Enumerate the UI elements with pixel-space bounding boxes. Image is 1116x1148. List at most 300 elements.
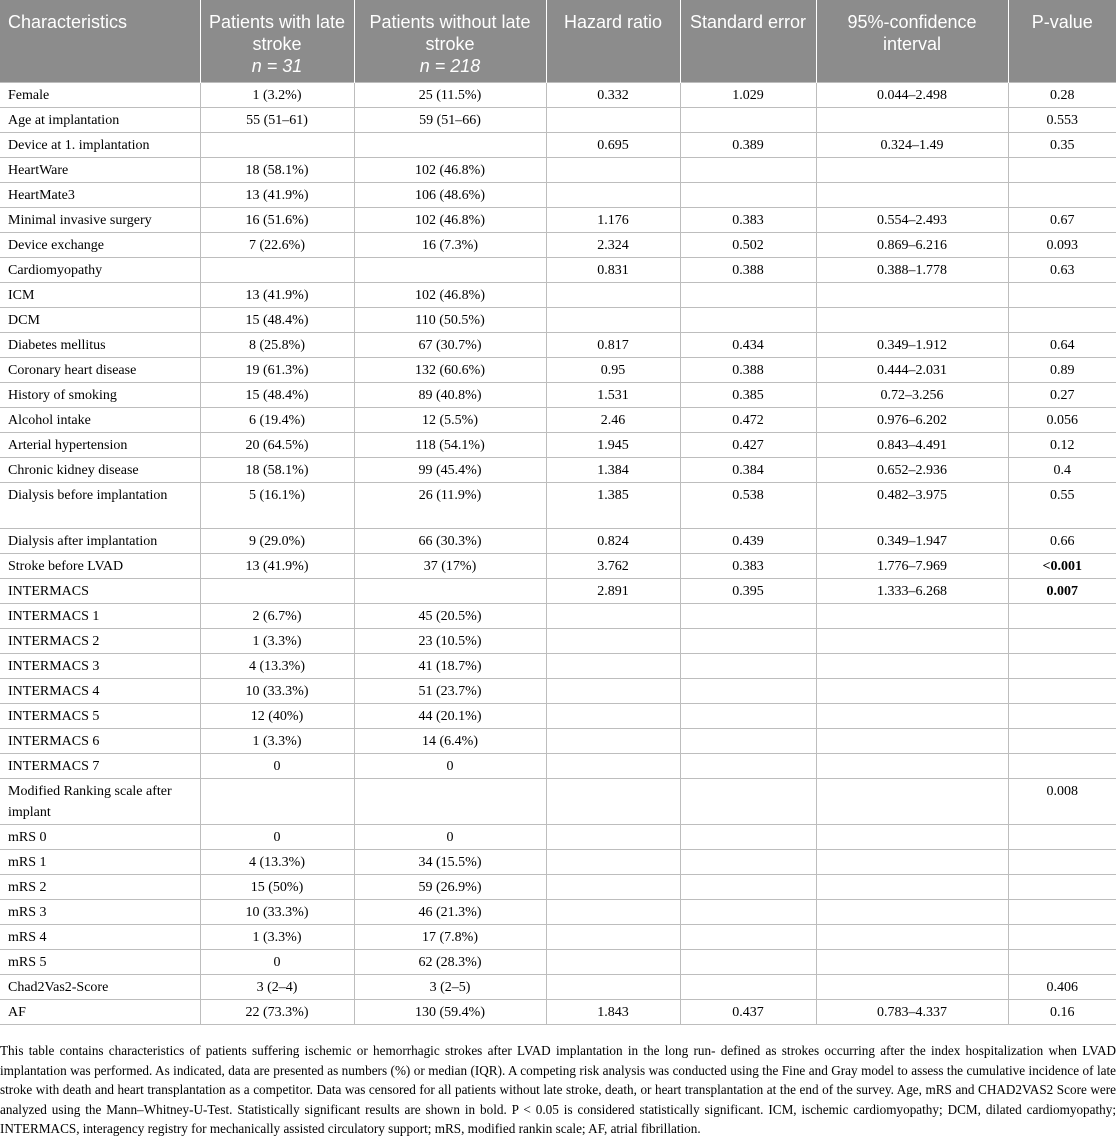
table-body: [0, 83, 1116, 1025]
header-confidence-interval: 95%-confidence interval: [816, 0, 1008, 83]
cell-without-late-stroke: 45 (20.5%): [354, 604, 546, 629]
cell-characteristic: mRS 0: [0, 825, 200, 850]
cell-without-late-stroke: 26 (11.9%): [354, 483, 546, 529]
cell-hazard-ratio: 2.324: [546, 233, 680, 258]
cell-standard-error: [680, 283, 816, 308]
cell-without-late-stroke: 130 (59.4%): [354, 1000, 546, 1025]
cell-standard-error: [680, 654, 816, 679]
header-with-late-stroke: Patients with late stroke n = 31: [200, 0, 354, 83]
cell-characteristic: INTERMACS: [0, 579, 200, 604]
cell-p-value: [1008, 283, 1116, 308]
cell-confidence-interval: [816, 308, 1008, 333]
cell-p-value: [1008, 308, 1116, 333]
cell-characteristic: INTERMACS 3: [0, 654, 200, 679]
cell-hazard-ratio: [546, 629, 680, 654]
table-row: [0, 108, 1116, 133]
table-row: [0, 729, 1116, 754]
table-row: [0, 483, 1116, 529]
cell-hazard-ratio: 1.176: [546, 208, 680, 233]
table-row: [0, 333, 1116, 358]
table-row: [0, 850, 1116, 875]
cell-characteristic: Chad2Vas2-Score: [0, 975, 200, 1000]
cell-with-late-stroke: 20 (64.5%): [200, 433, 354, 458]
table-row: [0, 183, 1116, 208]
cell-standard-error: 0.383: [680, 208, 816, 233]
cell-hazard-ratio: [546, 679, 680, 704]
cell-hazard-ratio: 3.762: [546, 554, 680, 579]
cell-hazard-ratio: [546, 604, 680, 629]
cell-with-late-stroke: 3 (2–4): [200, 975, 354, 1000]
cell-p-value: 0.63: [1008, 258, 1116, 283]
cell-characteristic: INTERMACS 4: [0, 679, 200, 704]
table-row: [0, 1000, 1116, 1025]
cell-confidence-interval: [816, 825, 1008, 850]
cell-p-value: 0.67: [1008, 208, 1116, 233]
cell-standard-error: 0.472: [680, 408, 816, 433]
cell-confidence-interval: [816, 604, 1008, 629]
table-row: [0, 629, 1116, 654]
cell-confidence-interval: [816, 950, 1008, 975]
cell-hazard-ratio: 1.385: [546, 483, 680, 529]
table-row: [0, 925, 1116, 950]
cell-characteristic: mRS 4: [0, 925, 200, 950]
cell-p-value: [1008, 158, 1116, 183]
cell-characteristic: Dialysis after implantation: [0, 529, 200, 554]
header-without-late-stroke: Patients without late stroke n = 218: [354, 0, 546, 83]
cell-confidence-interval: 1.333–6.268: [816, 579, 1008, 604]
cell-p-value: [1008, 679, 1116, 704]
cell-with-late-stroke: 22 (73.3%): [200, 1000, 354, 1025]
cell-characteristic: AF: [0, 1000, 200, 1025]
cell-with-late-stroke: 4 (13.3%): [200, 850, 354, 875]
cell-standard-error: [680, 825, 816, 850]
cell-with-late-stroke: 18 (58.1%): [200, 458, 354, 483]
cell-characteristic: Female: [0, 83, 200, 108]
cell-with-late-stroke: 9 (29.0%): [200, 529, 354, 554]
cell-confidence-interval: [816, 850, 1008, 875]
cell-p-value: 0.89: [1008, 358, 1116, 383]
cell-confidence-interval: 0.72–3.256: [816, 383, 1008, 408]
cell-characteristic: ICM: [0, 283, 200, 308]
cell-hazard-ratio: [546, 875, 680, 900]
cell-standard-error: [680, 604, 816, 629]
cell-standard-error: 0.389: [680, 133, 816, 158]
cell-with-late-stroke: 1 (3.3%): [200, 629, 354, 654]
cell-without-late-stroke: [354, 133, 546, 158]
header-hazard-ratio: Hazard ratio: [546, 0, 680, 83]
cell-p-value: 0.16: [1008, 1000, 1116, 1025]
table-row: [0, 779, 1116, 825]
cell-characteristic: INTERMACS 1: [0, 604, 200, 629]
cell-standard-error: [680, 754, 816, 779]
cell-without-late-stroke: 118 (54.1%): [354, 433, 546, 458]
cell-standard-error: 0.384: [680, 458, 816, 483]
cell-with-late-stroke: 2 (6.7%): [200, 604, 354, 629]
cell-with-late-stroke: 8 (25.8%): [200, 333, 354, 358]
cell-standard-error: [680, 729, 816, 754]
cell-p-value: 0.66: [1008, 529, 1116, 554]
table-row: [0, 604, 1116, 629]
cell-standard-error: [680, 850, 816, 875]
cell-with-late-stroke: [200, 779, 354, 825]
table-row: [0, 158, 1116, 183]
cell-with-late-stroke: [200, 258, 354, 283]
cell-confidence-interval: 0.869–6.216: [816, 233, 1008, 258]
cell-without-late-stroke: 41 (18.7%): [354, 654, 546, 679]
cell-p-value: [1008, 825, 1116, 850]
cell-hazard-ratio: 2.46: [546, 408, 680, 433]
cell-characteristic: Minimal invasive surgery: [0, 208, 200, 233]
cell-confidence-interval: 0.349–1.947: [816, 529, 1008, 554]
cell-confidence-interval: 0.349–1.912: [816, 333, 1008, 358]
cell-hazard-ratio: [546, 283, 680, 308]
cell-p-value: 0.12: [1008, 433, 1116, 458]
table-row: [0, 975, 1116, 1000]
cell-with-late-stroke: 6 (19.4%): [200, 408, 354, 433]
table-footnote: This table contains characteristics of patients suffering ischemic or hemorrhagic strokes after LVAD implantation in the long run- defined as strokes occurring after the index hospitalization when LVAD implantation was performed. As indicated, data are presented as numbers (%) or median (IQR). A competing risk analysis was conducted using the Fine and Gray model to assess the cumulative incidence of late stroke with death and heart transplantation as a competitor. Data was censored for all patients without late stroke, death, or heart transplantation at the end of the survey. Age, mRS and CHAD2VAS2 Score were analyzed using the Mann–Whitney-U-Test. Statistically significant results are shown in bold. P < 0.05 is considered statistically significant. ICM, ischemic cardiomyopathy; DCM, dilated cardiomyopathy; INTERMACS, interagency registry for mechanically assisted circulatory support; mRS, modified rankin scale; AF, atrial fibrillation.: [0, 1043, 1116, 1136]
cell-without-late-stroke: 102 (46.8%): [354, 208, 546, 233]
cell-characteristic: Device at 1. implantation: [0, 133, 200, 158]
cell-with-late-stroke: 1 (3.3%): [200, 729, 354, 754]
cell-hazard-ratio: [546, 729, 680, 754]
cell-with-late-stroke: 12 (40%): [200, 704, 354, 729]
cell-with-late-stroke: 10 (33.3%): [200, 900, 354, 925]
header-p-value: P-value: [1008, 0, 1116, 83]
cell-characteristic: DCM: [0, 308, 200, 333]
cell-confidence-interval: 0.976–6.202: [816, 408, 1008, 433]
cell-characteristic: Cardiomyopathy: [0, 258, 200, 283]
cell-hazard-ratio: [546, 975, 680, 1000]
cell-standard-error: 0.388: [680, 258, 816, 283]
cell-p-value: [1008, 875, 1116, 900]
cell-without-late-stroke: 12 (5.5%): [354, 408, 546, 433]
cell-confidence-interval: [816, 704, 1008, 729]
cell-hazard-ratio: [546, 308, 680, 333]
cell-hazard-ratio: 0.817: [546, 333, 680, 358]
cell-confidence-interval: 0.652–2.936: [816, 458, 1008, 483]
cell-with-late-stroke: 13 (41.9%): [200, 183, 354, 208]
cell-p-value: 0.27: [1008, 383, 1116, 408]
cell-characteristic: Age at implantation: [0, 108, 200, 133]
table-row: [0, 679, 1116, 704]
cell-with-late-stroke: 5 (16.1%): [200, 483, 354, 529]
cell-with-late-stroke: 16 (51.6%): [200, 208, 354, 233]
cell-p-value: 0.28: [1008, 83, 1116, 108]
cell-p-value: [1008, 900, 1116, 925]
cell-characteristic: Stroke before LVAD: [0, 554, 200, 579]
cell-without-late-stroke: 23 (10.5%): [354, 629, 546, 654]
table-row: [0, 133, 1116, 158]
cell-p-value: <0.001: [1008, 554, 1116, 579]
header-n-with: n = 31: [251, 56, 303, 76]
cell-hazard-ratio: [546, 925, 680, 950]
cell-standard-error: [680, 925, 816, 950]
cell-with-late-stroke: 15 (48.4%): [200, 308, 354, 333]
table-row: [0, 825, 1116, 850]
header-row: [0, 0, 1116, 83]
cell-confidence-interval: 0.444–2.031: [816, 358, 1008, 383]
cell-standard-error: [680, 308, 816, 333]
cell-without-late-stroke: 0: [354, 754, 546, 779]
cell-without-late-stroke: 59 (51–66): [354, 108, 546, 133]
cell-p-value: [1008, 604, 1116, 629]
table-row: [0, 950, 1116, 975]
cell-hazard-ratio: 0.95: [546, 358, 680, 383]
cell-standard-error: 1.029: [680, 83, 816, 108]
cell-hazard-ratio: [546, 779, 680, 825]
cell-characteristic: mRS 3: [0, 900, 200, 925]
cell-confidence-interval: [816, 283, 1008, 308]
cell-characteristic: mRS 1: [0, 850, 200, 875]
cell-p-value: [1008, 850, 1116, 875]
cell-with-late-stroke: 0: [200, 950, 354, 975]
table-row: [0, 358, 1116, 383]
cell-standard-error: [680, 108, 816, 133]
cell-characteristic: HeartMate3: [0, 183, 200, 208]
cell-characteristic: Device exchange: [0, 233, 200, 258]
header-n-without: n = 218: [419, 56, 481, 76]
table-row: [0, 754, 1116, 779]
cell-with-late-stroke: 18 (58.1%): [200, 158, 354, 183]
cell-without-late-stroke: [354, 779, 546, 825]
cell-p-value: [1008, 925, 1116, 950]
cell-standard-error: [680, 183, 816, 208]
cell-standard-error: 0.434: [680, 333, 816, 358]
cell-confidence-interval: [816, 875, 1008, 900]
cell-hazard-ratio: 1.531: [546, 383, 680, 408]
cell-confidence-interval: [816, 629, 1008, 654]
cell-with-late-stroke: [200, 133, 354, 158]
cell-confidence-interval: [816, 925, 1008, 950]
cell-p-value: [1008, 629, 1116, 654]
cell-with-late-stroke: 1 (3.2%): [200, 83, 354, 108]
cell-standard-error: 0.502: [680, 233, 816, 258]
cell-without-late-stroke: 62 (28.3%): [354, 950, 546, 975]
cell-without-late-stroke: 102 (46.8%): [354, 283, 546, 308]
cell-without-late-stroke: 34 (15.5%): [354, 850, 546, 875]
cell-characteristic: INTERMACS 7: [0, 754, 200, 779]
table-row: [0, 383, 1116, 408]
cell-standard-error: [680, 704, 816, 729]
cell-p-value: [1008, 729, 1116, 754]
table-row: [0, 554, 1116, 579]
cell-p-value: 0.55: [1008, 483, 1116, 529]
cell-confidence-interval: [816, 183, 1008, 208]
cell-confidence-interval: [816, 900, 1008, 925]
cell-characteristic: History of smoking: [0, 383, 200, 408]
cell-characteristic: mRS 5: [0, 950, 200, 975]
cell-standard-error: [680, 779, 816, 825]
cell-characteristic: Modified Ranking scale after implant: [0, 779, 200, 825]
cell-confidence-interval: 0.482–3.975: [816, 483, 1008, 529]
cell-with-late-stroke: 55 (51–61): [200, 108, 354, 133]
cell-hazard-ratio: 1.843: [546, 1000, 680, 1025]
table-row: [0, 233, 1116, 258]
cell-hazard-ratio: [546, 183, 680, 208]
cell-standard-error: 0.388: [680, 358, 816, 383]
table-header: [0, 0, 1116, 83]
cell-without-late-stroke: 66 (30.3%): [354, 529, 546, 554]
cell-p-value: [1008, 654, 1116, 679]
cell-without-late-stroke: 44 (20.1%): [354, 704, 546, 729]
cell-standard-error: 0.427: [680, 433, 816, 458]
table-row: [0, 258, 1116, 283]
cell-standard-error: [680, 950, 816, 975]
table-row: [0, 704, 1116, 729]
cell-standard-error: 0.538: [680, 483, 816, 529]
cell-characteristic: Alcohol intake: [0, 408, 200, 433]
cell-characteristic: HeartWare: [0, 158, 200, 183]
cell-with-late-stroke: 1 (3.3%): [200, 925, 354, 950]
cell-without-late-stroke: 89 (40.8%): [354, 383, 546, 408]
table-row: [0, 875, 1116, 900]
cell-without-late-stroke: 67 (30.7%): [354, 333, 546, 358]
table-row: [0, 83, 1116, 108]
cell-standard-error: [680, 679, 816, 704]
cell-with-late-stroke: 15 (48.4%): [200, 383, 354, 408]
cell-hazard-ratio: [546, 825, 680, 850]
cell-without-late-stroke: 3 (2–5): [354, 975, 546, 1000]
cell-with-late-stroke: 4 (13.3%): [200, 654, 354, 679]
cell-p-value: 0.093: [1008, 233, 1116, 258]
table-row: [0, 308, 1116, 333]
header-standard-error: Standard error: [680, 0, 816, 83]
cell-hazard-ratio: [546, 850, 680, 875]
cell-hazard-ratio: 0.332: [546, 83, 680, 108]
cell-with-late-stroke: 0: [200, 825, 354, 850]
cell-hazard-ratio: 0.831: [546, 258, 680, 283]
cell-hazard-ratio: 1.945: [546, 433, 680, 458]
cell-with-late-stroke: 0: [200, 754, 354, 779]
table-row: [0, 900, 1116, 925]
cell-p-value: 0.553: [1008, 108, 1116, 133]
cell-confidence-interval: 1.776–7.969: [816, 554, 1008, 579]
cell-p-value: [1008, 950, 1116, 975]
cell-p-value: 0.4: [1008, 458, 1116, 483]
cell-hazard-ratio: 0.824: [546, 529, 680, 554]
cell-with-late-stroke: [200, 579, 354, 604]
cell-hazard-ratio: 1.384: [546, 458, 680, 483]
cell-characteristic: Arterial hypertension: [0, 433, 200, 458]
cell-confidence-interval: 0.044–2.498: [816, 83, 1008, 108]
cell-without-late-stroke: [354, 579, 546, 604]
table-row: [0, 408, 1116, 433]
cell-without-late-stroke: 99 (45.4%): [354, 458, 546, 483]
cell-standard-error: [680, 975, 816, 1000]
cell-standard-error: 0.439: [680, 529, 816, 554]
cell-without-late-stroke: 110 (50.5%): [354, 308, 546, 333]
cell-hazard-ratio: 2.891: [546, 579, 680, 604]
cell-p-value: 0.008: [1008, 779, 1116, 825]
cell-without-late-stroke: 17 (7.8%): [354, 925, 546, 950]
cell-without-late-stroke: 14 (6.4%): [354, 729, 546, 754]
cell-confidence-interval: 0.388–1.778: [816, 258, 1008, 283]
cell-hazard-ratio: [546, 754, 680, 779]
cell-p-value: 0.35: [1008, 133, 1116, 158]
cell-characteristic: Chronic kidney disease: [0, 458, 200, 483]
cell-with-late-stroke: 13 (41.9%): [200, 283, 354, 308]
table-row: [0, 458, 1116, 483]
cell-confidence-interval: [816, 975, 1008, 1000]
cell-without-late-stroke: 25 (11.5%): [354, 83, 546, 108]
cell-without-late-stroke: 0: [354, 825, 546, 850]
cell-without-late-stroke: 102 (46.8%): [354, 158, 546, 183]
cell-confidence-interval: [816, 679, 1008, 704]
cell-hazard-ratio: [546, 900, 680, 925]
cell-p-value: [1008, 704, 1116, 729]
cell-confidence-interval: [816, 654, 1008, 679]
cell-without-late-stroke: 106 (48.6%): [354, 183, 546, 208]
cell-standard-error: [680, 900, 816, 925]
cell-without-late-stroke: 37 (17%): [354, 554, 546, 579]
cell-standard-error: [680, 629, 816, 654]
cell-with-late-stroke: 15 (50%): [200, 875, 354, 900]
cell-characteristic: INTERMACS 5: [0, 704, 200, 729]
cell-confidence-interval: [816, 779, 1008, 825]
table-row: [0, 654, 1116, 679]
cell-confidence-interval: 0.843–4.491: [816, 433, 1008, 458]
cell-with-late-stroke: 19 (61.3%): [200, 358, 354, 383]
cell-p-value: [1008, 754, 1116, 779]
cell-hazard-ratio: 0.695: [546, 133, 680, 158]
cell-characteristic: Diabetes mellitus: [0, 333, 200, 358]
cell-confidence-interval: 0.783–4.337: [816, 1000, 1008, 1025]
cell-standard-error: 0.437: [680, 1000, 816, 1025]
cell-confidence-interval: 0.324–1.49: [816, 133, 1008, 158]
cell-p-value: 0.056: [1008, 408, 1116, 433]
cell-hazard-ratio: [546, 704, 680, 729]
cell-p-value: [1008, 183, 1116, 208]
cell-hazard-ratio: [546, 654, 680, 679]
cell-confidence-interval: [816, 729, 1008, 754]
cell-confidence-interval: [816, 754, 1008, 779]
cell-standard-error: 0.383: [680, 554, 816, 579]
cell-confidence-interval: 0.554–2.493: [816, 208, 1008, 233]
cell-standard-error: [680, 875, 816, 900]
cell-p-value: 0.406: [1008, 975, 1116, 1000]
header-characteristics: Characteristics: [0, 0, 200, 83]
cell-standard-error: 0.385: [680, 383, 816, 408]
cell-characteristic: Dialysis before implantation: [0, 483, 200, 529]
cell-standard-error: 0.395: [680, 579, 816, 604]
table-row: [0, 208, 1116, 233]
table-row: [0, 283, 1116, 308]
cell-without-late-stroke: 59 (26.9%): [354, 875, 546, 900]
cell-p-value: 0.64: [1008, 333, 1116, 358]
cell-confidence-interval: [816, 158, 1008, 183]
cell-confidence-interval: [816, 108, 1008, 133]
cell-p-value: 0.007: [1008, 579, 1116, 604]
cell-hazard-ratio: [546, 158, 680, 183]
table-row: [0, 529, 1116, 554]
cell-without-late-stroke: 51 (23.7%): [354, 679, 546, 704]
cell-hazard-ratio: [546, 950, 680, 975]
cell-characteristic: INTERMACS 2: [0, 629, 200, 654]
cell-with-late-stroke: 10 (33.3%): [200, 679, 354, 704]
cell-characteristic: mRS 2: [0, 875, 200, 900]
cell-without-late-stroke: 132 (60.6%): [354, 358, 546, 383]
cell-without-late-stroke: [354, 258, 546, 283]
cell-without-late-stroke: 46 (21.3%): [354, 900, 546, 925]
cell-standard-error: [680, 158, 816, 183]
table-row: [0, 579, 1116, 604]
cell-without-late-stroke: 16 (7.3%): [354, 233, 546, 258]
table-row: [0, 433, 1116, 458]
cell-characteristic: INTERMACS 6: [0, 729, 200, 754]
cell-with-late-stroke: 13 (41.9%): [200, 554, 354, 579]
cell-characteristic: Coronary heart disease: [0, 358, 200, 383]
cell-with-late-stroke: 7 (22.6%): [200, 233, 354, 258]
